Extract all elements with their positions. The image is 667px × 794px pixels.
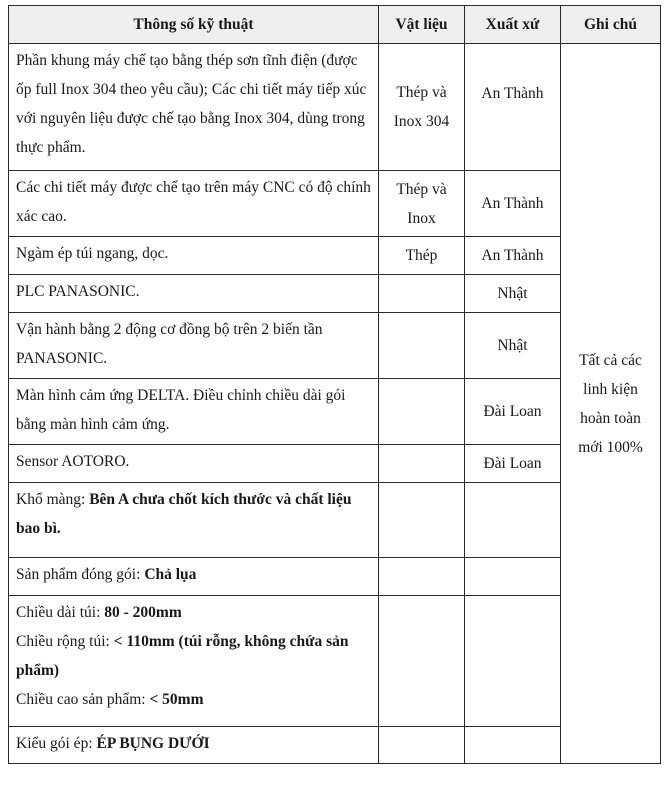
product-value: Chả lụa [144, 566, 197, 583]
material-cell [379, 445, 465, 483]
origin-cell: Đài Loan [465, 379, 561, 445]
spec-cell: Phần khung máy chế tạo bằng thép sơn tĩnh điện (được ốp full Inox 304 theo yêu cầu); Các chi tiết máy tiếp xúc với nguyên liệu được chế tạo bằng Inox 304, dùng trong thực phẩm. [9, 44, 379, 171]
note-cell: Tất cả các linh kiện hoàn toàn mới 100% [561, 44, 661, 764]
material-cell: Thép [379, 237, 465, 275]
film-label: Khổ màng: [16, 491, 90, 508]
origin-cell: Nhật [465, 313, 561, 379]
spec-cell: Vận hành bằng 2 động cơ đồng bộ trên 2 biến tần PANASONIC. [9, 313, 379, 379]
seal-value: ÉP BỤNG DƯỚI [96, 735, 210, 752]
origin-cell: Đài Loan [465, 445, 561, 483]
material-cell [379, 313, 465, 379]
bag-height-label: Chiều cao sản phẩm: [16, 691, 150, 708]
spec-table [8, 5, 661, 764]
material-cell: Thép và Inox 304 [379, 44, 465, 171]
film-cell [9, 483, 379, 558]
product-label: Sản phẩm đóng gói: [16, 566, 145, 583]
bag-length-label: Chiều dài túi: [16, 604, 105, 621]
table-header-row [9, 6, 661, 44]
origin-cell: Nhật [465, 275, 561, 313]
spec-cell: Các chi tiết máy được chế tạo trên máy CNC có độ chính xác cao. [9, 171, 379, 237]
origin-cell: An Thành [465, 44, 561, 171]
bag-width-label: Chiều rộng túi: [16, 633, 114, 650]
empty-cell [465, 596, 561, 727]
empty-cell [379, 483, 465, 558]
spec-cell: Màn hình cảm ứng DELTA. Điều chỉnh chiều dài gói bằng màn hình cảm ứng. [9, 379, 379, 445]
empty-cell [379, 596, 465, 727]
bag-height-value: < 50mm [149, 691, 204, 708]
spec-cell: Sensor AOTORO. [9, 445, 379, 483]
material-cell [379, 275, 465, 313]
seal-cell [9, 727, 379, 764]
spec-cell: Ngàm ép túi ngang, dọc. [9, 237, 379, 275]
empty-cell [465, 727, 561, 764]
header-material: Vật liệu [379, 6, 465, 44]
spec-cell: PLC PANASONIC. [9, 275, 379, 313]
bag-height-line [16, 685, 371, 714]
material-cell [379, 379, 465, 445]
material-cell: Thép và Inox [379, 171, 465, 237]
bag-cell [9, 596, 379, 727]
table-row [9, 44, 661, 171]
header-note: Ghi chú [561, 6, 661, 44]
bag-width-line [16, 627, 371, 685]
empty-cell [379, 727, 465, 764]
empty-cell [379, 558, 465, 596]
origin-cell: An Thành [465, 237, 561, 275]
seal-label: Kiểu gói ép: [16, 735, 97, 752]
bag-width-value: < 110mm (túi rỗng, không chứa sản phẩm) [16, 633, 349, 679]
product-cell [9, 558, 379, 596]
header-spec: Thông số kỹ thuật [9, 6, 379, 44]
bag-length-value: 80 - 200mm [104, 604, 182, 621]
bag-length-line [16, 598, 371, 627]
header-origin: Xuất xứ [465, 6, 561, 44]
origin-cell: An Thành [465, 171, 561, 237]
empty-cell [465, 558, 561, 596]
film-value: Bên A chưa chốt kích thước và chất liệu bao bì. [16, 491, 352, 537]
empty-cell [465, 483, 561, 558]
